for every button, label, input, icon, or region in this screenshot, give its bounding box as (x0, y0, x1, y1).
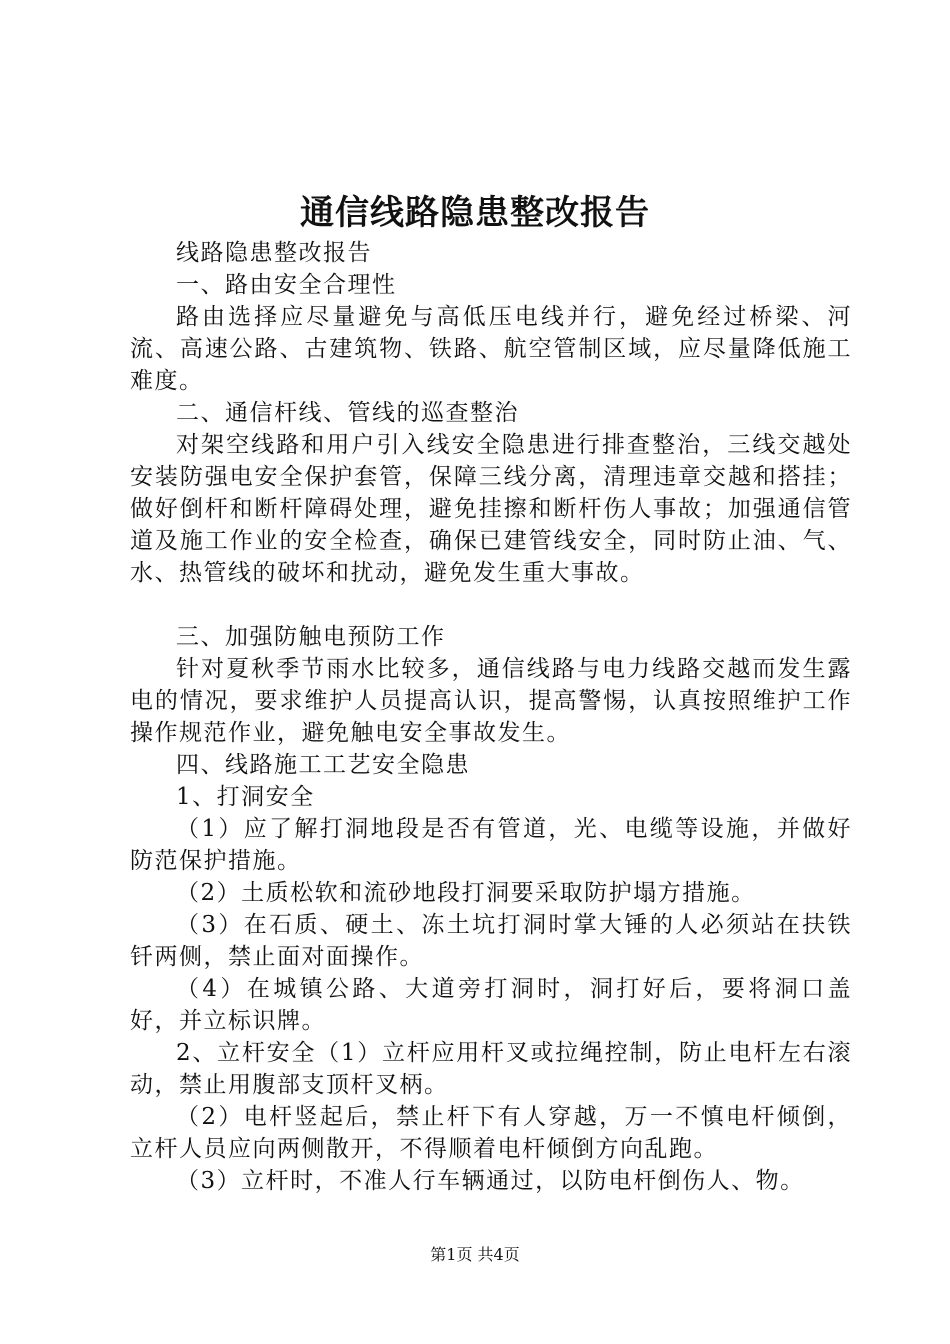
paragraph-routing: 路由选择应尽量避免与高低压电线并行，避免经过桥梁、河流、高速公路、古建筑物、铁路、航空管制区域，应尽量降低施工难度。 (130, 304, 852, 394)
list-item-pole-1: 2、立杆安全（1）立杆应用杆叉或拉绳控制，防止电杆左右滚动，禁止用腹部支顶杆叉柄。 (130, 1040, 852, 1098)
list-item-pole-3: （3）立杆时，不准人行车辆通过，以防电杆倒伤人、物。 (176, 1168, 805, 1194)
list-item-drilling-3: （3）在石质、硬土、冻土坑打洞时掌大锤的人必须站在扶铁钎两侧，禁止面对面操作。 (130, 912, 852, 970)
list-item-drilling-2: （2）土质松软和流砂地段打洞要采取防护塌方措施。 (176, 880, 756, 906)
section-heading-3: 三、加强防触电预防工作 (176, 624, 446, 650)
list-item-pole-2: （2）电杆竖起后，禁止杆下有人穿越，万一不慎电杆倾倒，立杆人员应向两侧散开，不得顺着电杆倾倒方向乱跑。 (130, 1104, 852, 1162)
document-body (130, 237, 852, 1197)
section-heading-2: 二、通信杆线、管线的巡查整治 (176, 400, 519, 426)
page-number-footer: 第1页 共4页 (430, 1245, 520, 1264)
section-heading-4: 四、线路施工工艺安全隐患 (176, 752, 470, 778)
section-heading-1: 一、路由安全合理性 (176, 272, 397, 298)
subsection-heading-drilling: 1、打洞安全 (176, 784, 315, 810)
document-title: 通信线路隐患整改报告 (300, 193, 650, 233)
paragraph-electric-shock: 针对夏秋季节雨水比较多，通信线路与电力线路交越而发生露电的情况，要求维护人员提高认识，提高警惕，认真按照维护工作操作规范作业，避免触电安全事故发生。 (130, 656, 852, 746)
paragraph-subtitle: 线路隐患整改报告 (176, 240, 372, 266)
paragraph-inspection: 对架空线路和用户引入线安全隐患进行排查整治，三线交越处安装防强电安全保护套管，保障三线分离，清理违章交越和搭挂；做好倒杆和断杆障碍处理，避免挂擦和断杆伤人事故；加强通信管道及施工作业的安全检查，确保已建管线安全，同时防止油、气、水、热管线的破坏和扰动，避免发生重大事故。 (130, 432, 852, 586)
list-item-drilling-1: （1）应了解打洞地段是否有管道，光、电缆等设施，并做好防范保护措施。 (130, 816, 852, 874)
list-item-drilling-4: （4）在城镇公路、大道旁打洞时，洞打好后，要将洞口盖好，并立标识牌。 (130, 976, 852, 1034)
